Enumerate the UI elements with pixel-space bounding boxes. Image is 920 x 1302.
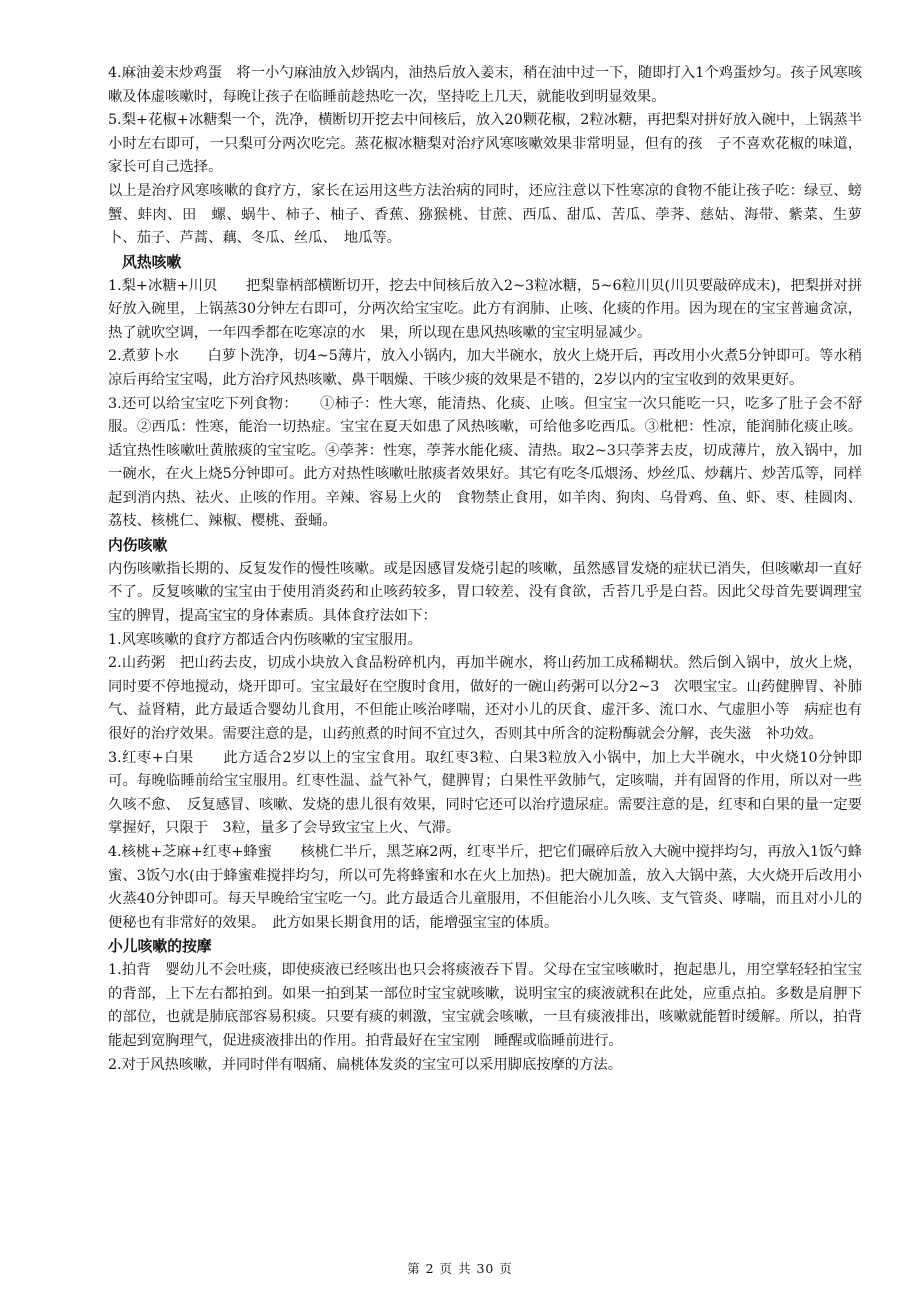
document-body <box>108 62 862 1077</box>
paragraph: 2.煮萝卜水 白萝卜洗净，切4~5薄片，放入小锅内，加大半碗水，放火上烧开后，再改用小火煮5分钟即可。等水稍凉后再给宝宝喝，此方治疗风热咳嗽、鼻干咽燥、干咳少痰的效果是不错的，2岁以内的宝宝收到的效果更好。 <box>108 348 862 388</box>
paragraph: 2.山药粥 把山药去皮，切成小块放入食品粉碎机内，再加半碗水，将山药加工成稀糊状。然后倒入锅中，放火上烧，同时要不停地搅动，烧开即可。宝宝最好在空腹时食用，做好的一碗山药粥可以分2~3 次喂宝宝。山药健脾胃、补肺气、益肾精，此方最适合婴幼儿食用，不但能止咳治哮喘，还对小儿的厌食、虚汗多、流口水、气虚胆小等 病症也有很好的治疗效果。需要注意的是，山药煎煮的时间不宜过久，否则其中所含的淀粉酶就会分解，丧失滋 补功效。 <box>108 655 862 743</box>
paragraph: 3.红枣+白果 此方适合2岁以上的宝宝食用。取红枣3粒、白果3粒放入小锅中，加上大半碗水，中火烧10分钟即可。每晚临睡前给宝宝服用。红枣性温、益气补气，健脾胃；白果性平敛肺气，定咳喘，并有固肾的作用，所以对一些久咳不愈、 反复感冒、咳嗽、发烧的患儿很有效果，同时它还可以治疗遗尿症。需要注意的是，红枣和白果的量一定要掌握好，只限于 3粒，量多了会导致宝宝上火、气滞。 <box>108 749 862 837</box>
paragraph: 4.麻油姜末炒鸡蛋 将一小勺麻油放入炒锅内，油热后放入姜末，稍在油中过一下，随即打入1个鸡蛋炒匀。孩子风寒咳嗽及体虚咳嗽时，每晚让孩子在临睡前趁热吃一次，坚持吃上几天，就能收到明显效果。 <box>108 65 862 105</box>
paragraph: 以上是治疗风寒咳嗽的食疗方，家长在运用这些方法治病的同时，还应注意以下性寒凉的食物不能让孩子吃：绿豆、螃蟹、蚌肉、田 螺、蜗牛、柿子、柚子、香蕉、猕猴桃、甘蔗、西瓜、甜瓜、苦瓜、荸荠、慈姑、海带、紫菜、生萝卜、茄子、芦蒿、藕、冬瓜、丝瓜、 地瓜等。 <box>108 182 862 247</box>
paragraph: 1.风寒咳嗽的食疗方都适合内伤咳嗽的宝宝服用。 <box>108 631 422 648</box>
section-heading: 内伤咳嗽 <box>108 537 168 555</box>
paragraph: 3.还可以给宝宝吃下列食物： ①柿子：性大寒，能清热、化痰、止咳。但宝宝一次只能吃一只，吃多了肚子会不舒服。②西瓜：性寒，能治一切热症。宝宝在夏天如患了风热咳嗽，可给他多吃西瓜。③枇杷：性凉，能润肺化痰止咳。适宜热性咳嗽吐黄脓痰的宝宝吃。④荸荠：性寒，荸荠水能化痰、清热。取2~3只荸荠去皮，切成薄片，放入锅中，加一碗水，在火上烧5分钟即可。此方对热性咳嗽吐脓痰者效果好。其它有吃冬瓜煨汤、炒丝瓜、炒藕片、炒苦瓜等，同样起到消内热、祛火、止咳的作用。辛辣、容易上火的 食物禁止食用，如羊肉、狗肉、乌骨鸡、鱼、虾、枣、桂圆肉、荔枝、核桃仁、辣椒、樱桃、蚕蛹。 <box>108 395 862 530</box>
paragraph: 1.梨+冰糖+川贝 把梨靠柄部横断切开，挖去中间核后放入2~3粒冰糖，5~6粒川贝(川贝要敲碎成末)，把梨拼对拼好放入碗里，上锅蒸30分钟左右即可，分两次给宝宝吃。此方有润肺、止咳、化痰的作用。因为现在的宝宝普遍贪凉，热了就吹空调，一年四季都在吃寒凉的水 果，所以现在患风热咳嗽的宝宝明显减少。 <box>108 277 862 341</box>
page-footer: 第 2 页 共 30 页 <box>407 1261 513 1276</box>
paragraph: 1.拍背 婴幼儿不会吐痰，即使痰液已经咳出也只会将痰液吞下胃。父母在宝宝咳嗽时，抱起患儿，用空掌轻轻拍宝宝的背部，上下左右都拍到。如果一拍到某一部位时宝宝就咳嗽，说明宝宝的痰液就积在此处，应重点拍。多数是肩胛下的部位，也就是肺底部容易积痰。只要有痰的刺激，宝宝就会咳嗽，一旦有痰液排出，咳嗽就能暂时缓解。所以，拍背能起到宽胸理气，促进痰液排出的作用。拍背最好在宝宝刚 睡醒或临睡前进行。 <box>108 962 862 1049</box>
paragraph: 2.对于风热咳嗽，并同时伴有咽痛、扁桃体发炎的宝宝可以采用脚底按摩的方法。 <box>108 1056 623 1073</box>
section-heading: 风热咳嗽 <box>122 253 182 271</box>
paragraph: 4.核桃+芝麻+红枣+蜂蜜 核桃仁半斤，黑芝麻2两，红枣半斤，把它们碾碎后放入大碗中搅拌均匀，再放入1饭勺蜂蜜、3饭勺水(由于蜂蜜难搅拌均匀，所以可先将蜂蜜和水在火上加热)。把大碗加盖，放入大锅中蒸，大火烧开后改用小火蒸40分钟即可。每天早晚给宝宝吃一勺。此方最适合儿童服用，不但能治小儿久咳、支气管炎、哮喘，而且对小儿的便秘也有非常好的效果。 此方如果长期食用的话，能增强宝宝的体质。 <box>108 844 863 931</box>
section-heading: 小儿咳嗽的按摩 <box>108 938 212 956</box>
paragraph: 5.梨+花椒+冰糖梨一个，洗净，横断切开挖去中间核后，放入20颗花椒，2粒冰糖，再把梨对拼好放入碗中，上锅蒸半小时左右即可，一只梨可分两次吃完。蒸花椒冰糖梨对治疗风寒咳嗽效果非常明显，但有的孩 子不喜欢花椒的味道，家长可自己选择。 <box>108 112 862 176</box>
paragraph: 内伤咳嗽指长期的、反复发作的慢性咳嗽。或是因感冒发烧引起的咳嗽，虽然感冒发烧的症状已消失，但咳嗽却一直好不了。反复咳嗽的宝宝由于使用消炎药和止咳药较多，胃口较差、没有食欲，舌苔几乎是白苔。因此父母首先要调理宝宝的脾胃，提高宝宝的身体素质。具体食疗法如下： <box>108 560 862 625</box>
